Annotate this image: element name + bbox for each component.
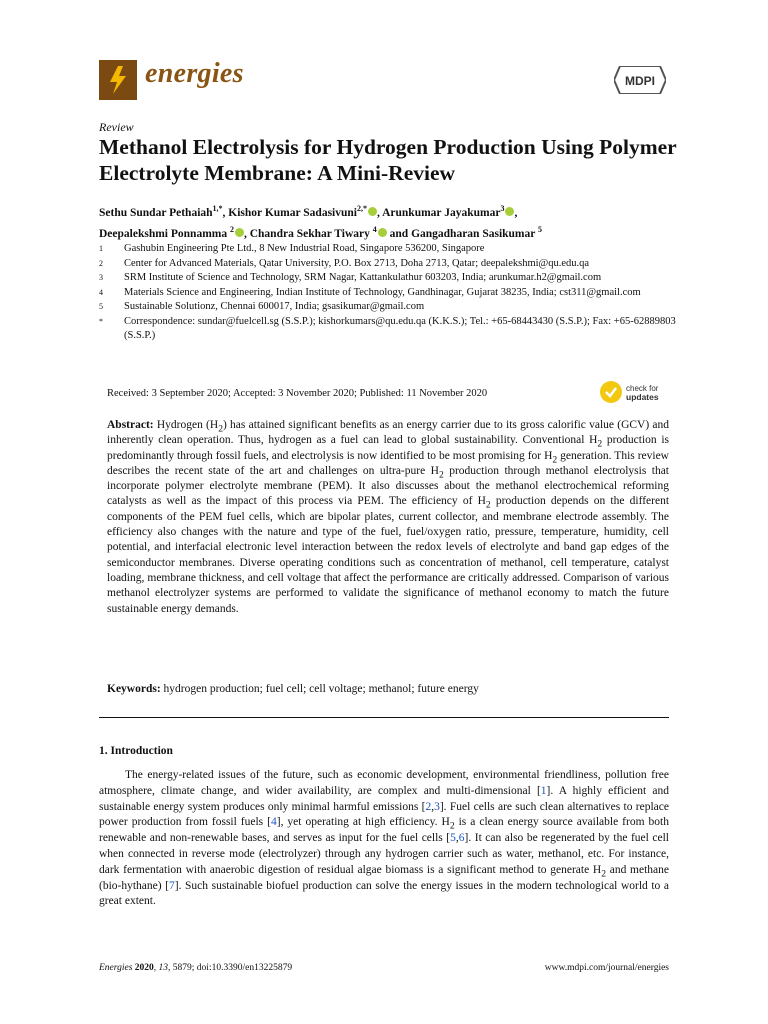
affiliation-item: * Correspondence: sundar@fuelcell.sg (S.S.P.); kishorkumars@qu.edu.qa (K.K.S.); Tel.: +65-68443430 (S.S.P.); Fax: +65-62889803 (S.S.P.): [99, 315, 676, 341]
citation-link[interactable]: 1: [540, 784, 547, 797]
citation-link[interactable]: 7: [169, 879, 175, 892]
author[interactable]: Arunkumar Jayakumar: [382, 207, 501, 219]
orcid-icon[interactable]: [235, 228, 244, 237]
publication-dates: Received: 3 September 2020; Accepted: 3 November 2020; Published: 11 November 2020: [107, 388, 488, 399]
article-title: Methanol Electrolysis for Hydrogen Production Using Polymer Electrolyte Membrane: A Mini-Review: [99, 135, 677, 185]
mdpi-logo: [614, 66, 666, 94]
footer-url[interactable]: www.mdpi.com/journal/energies: [544, 963, 669, 973]
affiliation-item: 2 Center for Advanced Materials, Qatar University, P.O. Box 2713, Doha 2713, Qatar; deepalekshmi@qu.edu.qa: [99, 257, 590, 269]
keywords: Keywords: hydrogen production; fuel cell; cell voltage; methanol; future energy: [107, 683, 479, 695]
author-list: Sethu Sundar Pethaiah$^{1,*}$, Kishor Kumar Sadasivuni$^{2,*}$ , Arunkumar Jayakumar$^3$ , Deepalekshmi Ponnamma $^2$ , Chandra Sekhar Tiwary $^4$ and Gangadharan Sasikumar $^5$: [99, 204, 543, 240]
lightning-icon: [99, 60, 137, 100]
affiliation-item: 5 Sustainable Solutionz, Chennai 600017, India; gsasikumar@gmail.com: [99, 301, 425, 312]
orcid-icon[interactable]: [378, 228, 387, 237]
affiliations: [99, 242, 679, 344]
citation-link[interactable]: 2: [425, 800, 432, 813]
svg-text:MDPI: MDPI: [625, 74, 655, 88]
check-for-updates-badge[interactable]: check for updates: [600, 381, 670, 403]
author[interactable]: Gangadharan Sasikumar: [411, 228, 536, 240]
footer-citation: Energies 2020, 13, 5879; doi:10.3390/en13225879: [99, 963, 293, 973]
author[interactable]: Chandra Sekhar Tiwary: [249, 228, 370, 240]
citation-link[interactable]: 4: [270, 816, 277, 829]
affiliation-item: 3 SRM Institute of Science and Technology, SRM Nagar, Kattankulathur 603203, India; arunkumar.h2@gmail.com: [99, 272, 602, 283]
orcid-icon[interactable]: [368, 207, 377, 216]
citation-link[interactable]: 5: [450, 832, 456, 845]
journal-logo: [99, 60, 137, 100]
abstract: Abstract: Hydrogen $(H_2)$ has attained significant benefits as an energy carrier due to its gross calorific value (GCV) and inherently clean operation. Thus, hydrogen as a fuel can lead to global sustainability. Conventional $H_2$ production is predominantly through fossil fuels, and electrolysis is now identified to be most promising for $H_2$ generation. This review describes the recent state of the art and challenges on ultra-pure $H_2$ production through methanol electrolysis that incorporate polymer electrolyte membrane (PEM). It also discusses about the methanol electrochemical reforming catalysts as well as the impact of this process via PEM. The efficiency of $H_2$ production depends on the different components of the PEM fuel cells, which are bipolar plates, current collector, and membrane electrode assembly. The efficiency also changes with the nature and type of the fuel, fuel/oxygen ratio, pressure, temperature, humidity, cell potential, and interfacial electronic level interaction between the redox levels of electrolyte and band gap edges of the semiconductor membranes. Diverse operating conditions such as concentration of methanol, cell temperature, catalyst loading, membrane thickness, and cell voltage that affect the performance are critically addressed. Comparison of various methanol electrolyzer systems are performed to validate the significance of methanol economy to match the future sustainable energy demands.: [107, 419, 670, 615]
author[interactable]: Deepalekshmi Ponnamma: [99, 228, 228, 240]
introduction-paragraph: The energy-related issues of the future, such as economic development, environmental friendliness, pollution free atmosphere, climate change, and wider availability, are complex and multi-dimensional [1]. A highly efficient and sustainable energy system produces only minimal harmful emissions [2,3]. Fuel cells are such clean alternatives to replace power production from fossil fuels [4], yet operating at high efficiency. $H_2$ is a clean energy source available from both renewable and non-renewable bases, and serves as input for the fuel cells [5,6]. It can also be regenerated by the fuel cell when connected in reverse mode (electrolyzer) through any hydrogen carrier such as water, methanol, etc. For instance, dark fermentation with anaerobic digestion of residual algae biomass is a significant method to generate $H_2$ and methane (bio-hythane) [7]. Such sustainable biofuel production can solve the energy issues in the modern technological world to a great extent.: [99, 769, 669, 908]
journal-name: energies: [145, 58, 244, 89]
section-heading: 1. Introduction: [99, 745, 173, 757]
affiliation-item: 4 Materials Science and Engineering, Indian Institute of Technology, Gandhinagar, Gujarat 38235, India; cst311@gmail.com: [99, 286, 641, 298]
citation-link[interactable]: 6: [458, 832, 465, 845]
article-type: Review: [99, 120, 134, 134]
citation-link[interactable]: 3: [434, 800, 440, 813]
author[interactable]: Sethu Sundar Pethaiah: [99, 207, 213, 219]
divider: [99, 717, 669, 718]
check-icon: [600, 381, 622, 403]
author[interactable]: Kishor Kumar Sadasivuni: [228, 207, 357, 219]
affiliation-item: 1 Gashubin Engineering Pte Ltd., 8 New Industrial Road, Singapore 536200, Singapore: [99, 243, 485, 254]
orcid-icon[interactable]: [505, 207, 514, 216]
